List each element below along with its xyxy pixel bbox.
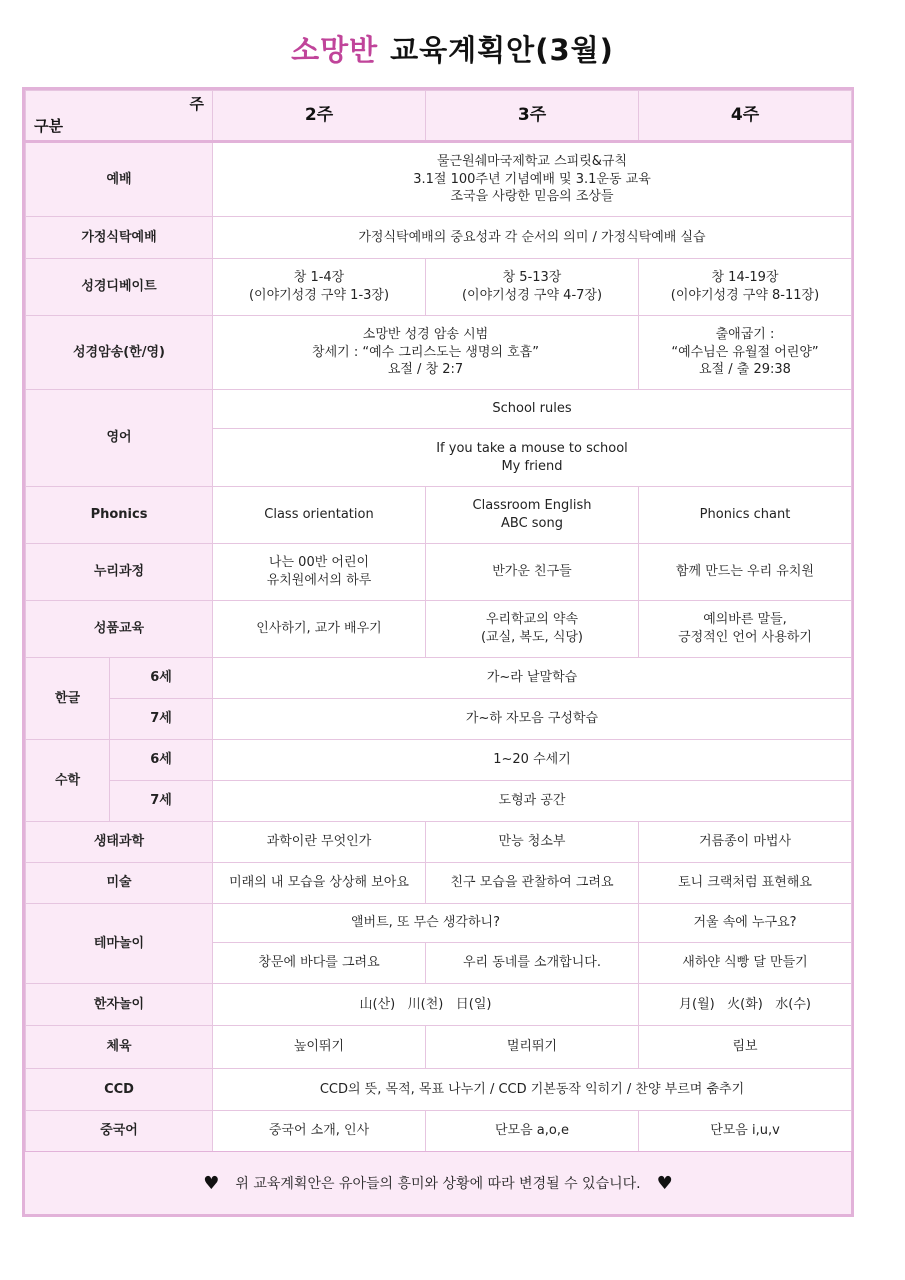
label-chinese: 중국어 bbox=[26, 1111, 213, 1153]
label-art: 미술 bbox=[26, 863, 213, 904]
theme-play-2-week-4: 새하얀 식빵 달 만들기 bbox=[639, 943, 852, 984]
row-bible-recitation bbox=[26, 316, 852, 390]
header-week-4: 4주 bbox=[639, 91, 852, 142]
label-bible-debate: 성경디베이트 bbox=[26, 259, 213, 316]
hanja-week-2-3: 山(산) 川(천) 日(일) bbox=[213, 984, 639, 1026]
class-name: 소망반 bbox=[291, 33, 379, 67]
label-worship: 예배 bbox=[26, 142, 213, 217]
row-character bbox=[26, 601, 852, 658]
header-week-3: 3주 bbox=[426, 91, 639, 142]
chinese-week-2: 중국어 소개, 인사 bbox=[213, 1111, 426, 1153]
math-age-6: 6세 bbox=[110, 740, 213, 781]
row-hangul-7 bbox=[26, 699, 852, 740]
math-age-7: 7세 bbox=[110, 781, 213, 822]
chinese-week-3: 단모음 a,o,e bbox=[426, 1111, 639, 1153]
heart-icon: ♥ bbox=[203, 1172, 220, 1194]
label-hanja: 한자놀이 bbox=[26, 984, 213, 1026]
corner-week-label: 주 bbox=[189, 95, 204, 113]
nuri-week-2: 나는 00반 어린이 유치원에서의 하루 bbox=[213, 544, 426, 601]
row-chinese bbox=[26, 1111, 852, 1153]
hangul-age-7-content: 가~하 자모음 구성학습 bbox=[213, 699, 852, 740]
label-theme-play: 테마놀이 bbox=[26, 904, 213, 984]
row-hanja bbox=[26, 984, 852, 1026]
phonics-week-4: Phonics chant bbox=[639, 487, 852, 544]
pe-week-3: 멀리뛰기 bbox=[426, 1026, 639, 1069]
eco-science-week-3: 만능 청소부 bbox=[426, 822, 639, 863]
bible-debate-week-4: 창 14-19장 (이야기성경 구약 8-11장) bbox=[639, 259, 852, 316]
row-math-6 bbox=[26, 740, 852, 781]
row-bible-debate bbox=[26, 259, 852, 316]
row-hangul-6 bbox=[26, 658, 852, 699]
art-week-4: 토니 크랙처럼 표현해요 bbox=[639, 863, 852, 904]
bible-recitation-week-4: 출애굽기 : “예수님은 유월절 어린양” 요절 / 출 29:38 bbox=[639, 316, 852, 390]
label-character: 성품교육 bbox=[26, 601, 213, 658]
character-week-4: 예의바른 말들, 긍정적인 언어 사용하기 bbox=[639, 601, 852, 658]
math-age-6-content: 1~20 수세기 bbox=[213, 740, 852, 781]
header-row bbox=[26, 91, 852, 142]
pe-week-2: 높이뛰기 bbox=[213, 1026, 426, 1069]
phonics-week-2: Class orientation bbox=[213, 487, 426, 544]
hangul-age-6: 6세 bbox=[110, 658, 213, 699]
bible-debate-week-2: 창 1-4장 (이야기성경 구약 1-3장) bbox=[213, 259, 426, 316]
art-week-3: 친구 모습을 관찰하여 그려요 bbox=[426, 863, 639, 904]
footer-note: 위 교육계획안은 유아들의 흥미와 상황에 따라 변경될 수 있습니다. bbox=[235, 1176, 641, 1192]
label-family-worship: 가정식탁예배 bbox=[26, 217, 213, 259]
footer-note-box bbox=[25, 1152, 851, 1214]
eco-science-week-2: 과학이란 무엇인가 bbox=[213, 822, 426, 863]
plan-subtitle: 교육계획안(3월) bbox=[390, 33, 614, 67]
row-worship bbox=[26, 142, 852, 217]
chinese-week-4: 단모음 i,u,v bbox=[639, 1111, 852, 1153]
english-line-1: School rules bbox=[213, 390, 852, 429]
label-english: 영어 bbox=[26, 390, 213, 487]
nuri-week-4: 함께 만드는 우리 유치원 bbox=[639, 544, 852, 601]
math-age-7-content: 도형과 공간 bbox=[213, 781, 852, 822]
label-nuri: 누리과정 bbox=[26, 544, 213, 601]
label-pe: 체육 bbox=[26, 1026, 213, 1069]
label-hangul: 한글 bbox=[26, 658, 110, 740]
header-week-2: 2주 bbox=[213, 91, 426, 142]
character-week-3: 우리학교의 약속 (교실, 복도, 식당) bbox=[426, 601, 639, 658]
label-math: 수학 bbox=[26, 740, 110, 822]
row-theme-play-1 bbox=[26, 904, 852, 943]
hanja-week-4: 月(월) 火(화) 水(수) bbox=[639, 984, 852, 1026]
theme-play-2-week-3: 우리 동네를 소개합니다. bbox=[426, 943, 639, 984]
theme-play-week-2-3: 앨버트, 또 무슨 생각하니? bbox=[213, 904, 639, 943]
ccd-content: CCD의 뜻, 목적, 목표 나누기 / CCD 기본동작 익히기 / 찬양 부르며 춤추기 bbox=[213, 1069, 852, 1111]
corner-category-label: 구분 bbox=[34, 116, 63, 135]
row-ccd bbox=[26, 1069, 852, 1111]
character-week-2: 인사하기, 교가 배우기 bbox=[213, 601, 426, 658]
row-art bbox=[26, 863, 852, 904]
hangul-age-7: 7세 bbox=[110, 699, 213, 740]
plan-frame bbox=[22, 87, 854, 1217]
education-plan-table bbox=[25, 90, 852, 1154]
hangul-age-6-content: 가~라 낱말학습 bbox=[213, 658, 852, 699]
pe-week-4: 림보 bbox=[639, 1026, 852, 1069]
eco-science-week-4: 거름종이 마법사 bbox=[639, 822, 852, 863]
row-math-7 bbox=[26, 781, 852, 822]
art-week-2: 미래의 내 모습을 상상해 보아요 bbox=[213, 863, 426, 904]
row-english-1 bbox=[26, 390, 852, 429]
label-phonics: Phonics bbox=[26, 487, 213, 544]
row-phonics bbox=[26, 487, 852, 544]
row-nuri bbox=[26, 544, 852, 601]
bible-recitation-week-2-3: 소망반 성경 암송 시범 창세기 : “예수 그리스도는 생명의 호흡” 요절 / 창 2:7 bbox=[213, 316, 639, 390]
label-bible-recitation: 성경암송(한/영) bbox=[26, 316, 213, 390]
worship-content: 물근원쉐마국제학교 스피릿&규칙 3.1절 100주년 기념예배 및 3.1운동 교육 조국을 사랑한 믿음의 조상들 bbox=[213, 142, 852, 217]
bible-debate-week-3: 창 5-13장 (이야기성경 구약 4-7장) bbox=[426, 259, 639, 316]
row-eco-science bbox=[26, 822, 852, 863]
family-worship-content: 가정식탁예배의 중요성과 각 순서의 의미 / 가정식탁예배 실습 bbox=[213, 217, 852, 259]
heart-icon: ♥ bbox=[656, 1172, 673, 1194]
page-title bbox=[0, 28, 905, 69]
english-line-2: If you take a mouse to school My friend bbox=[213, 429, 852, 487]
phonics-week-3: Classroom English ABC song bbox=[426, 487, 639, 544]
theme-play-week-4: 거울 속에 누구요? bbox=[639, 904, 852, 943]
label-ccd: CCD bbox=[26, 1069, 213, 1111]
row-pe bbox=[26, 1026, 852, 1069]
nuri-week-3: 반가운 친구들 bbox=[426, 544, 639, 601]
theme-play-2-week-2: 창문에 바다를 그려요 bbox=[213, 943, 426, 984]
label-eco-science: 생태과학 bbox=[26, 822, 213, 863]
header-corner bbox=[26, 91, 213, 142]
row-family-worship bbox=[26, 217, 852, 259]
